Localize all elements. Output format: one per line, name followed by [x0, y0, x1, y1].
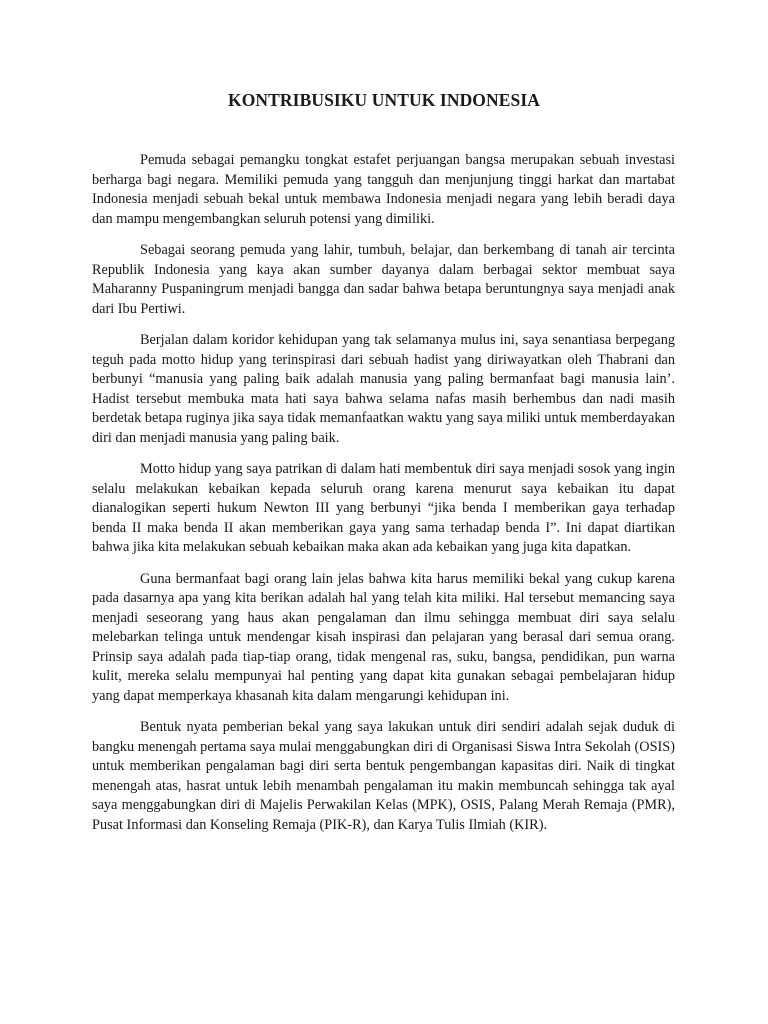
paragraph: Motto hidup yang saya patrikan di dalam hati membentuk diri saya menjadi sosok yang ingin selalu melakukan kebaikan kepada seluruh orang karena menurut saya kebaikan itu dapat dianalogikan seperti hukum Newton III yang berbunyi “jika benda I memberikan gaya terhadap benda II maka benda II akan memberikan gaya yang sama terhadap benda I”. Ini dapat diartikan bahwa jika kita melakukan sebuah kebaikan maka akan ada kebaikan yang juga kita dapatkan. [92, 461, 675, 555]
document-title: KONTRIBUSIKU UNTUK INDONESIA [227, 90, 541, 110]
paragraph: Sebagai seorang pemuda yang lahir, tumbuh, belajar, dan berkembang di tanah air tercinta Republik Indonesia yang kaya akan sumber dayanya dalam berbagai sektor membuat saya Maharanny Puspaningrum menjadi bangga dan sadar bahwa betapa beruntungnya saya menjadi anak dari Ibu Pertiwi. [92, 242, 675, 317]
paragraph: Berjalan dalam koridor kehidupan yang tak selamanya mulus ini, saya senantiasa berpegang teguh pada motto hidup yang terinspirasi dari sebuah hadist yang diriwayatkan oleh Thabrani dan berbunyi “manusia yang paling baik adalah manusia yang paling bermanfaat bagi manusia lain’. Hadist tersebut membuka mata hati saya bahwa selama nafas masih berhembus dan nadi masih berdetak betapa ruginya jika saya tidak memanfaatkan waktu yang saya miliki untuk memberdayakan diri dan menjadi manusia yang paling baik. [92, 332, 675, 446]
paragraph: Bentuk nyata pemberian bekal yang saya lakukan untuk diri sendiri adalah sejak duduk di bangku menengah pertama saya mulai menggabungkan diri di Organisasi Siswa Intra Sekolah (OSIS) untuk memberikan pengalaman bagi diri serta bentuk pengembangan kapasitas diri. Naik di tingkat menengah atas, hasrat untuk lebih menambah pengalaman itu makin membuncah sehingga tak ayal saya menggabungkan diri di Majelis Perwakilan Kelas (MPK), OSIS, Palang Merah Remaja (PMR), Pusat Informasi dan Konseling Remaja (PIK-R), dan Karya Tulis Ilmiah (KIR). [92, 719, 675, 833]
document-body [92, 151, 675, 847]
paragraph: Pemuda sebagai pemangku tongkat estafet perjuangan bangsa merupakan sebuah investasi berharga bagi negara. Memiliki pemuda yang tangguh dan menjunjung tinggi harkat dan martabat Indonesia menjadi sebuah bekal untuk membawa Indonesia menjadi negara yang lebih beradi daya dan mampu mengembangkan seluruh potensi yang dimiliki. [92, 152, 675, 227]
paragraph: Guna bermanfaat bagi orang lain jelas bahwa kita harus memiliki bekal yang cukup karena pada dasarnya apa yang kita berikan adalah hal yang telah kita miliki. Hal tersebut memancing saya menjadi seseorang yang haus akan pengalaman dan ilmu sehingga membuat diri saya selalu melebarkan telinga untuk mendengar kisah inspirasi dan pelajaran yang berasal dari semua orang. Prinsip saya adalah pada tiap-tiap orang, tidak mengenal ras, suku, bangsa, pendidikan, pun warna kulit, mereka selalu mempunyai hal penting yang dapat kita gunakan sebagai pembelajaran hidup yang dapat memperkaya khasanah kita dalam mengarungi kehidupan ini. [92, 570, 675, 704]
